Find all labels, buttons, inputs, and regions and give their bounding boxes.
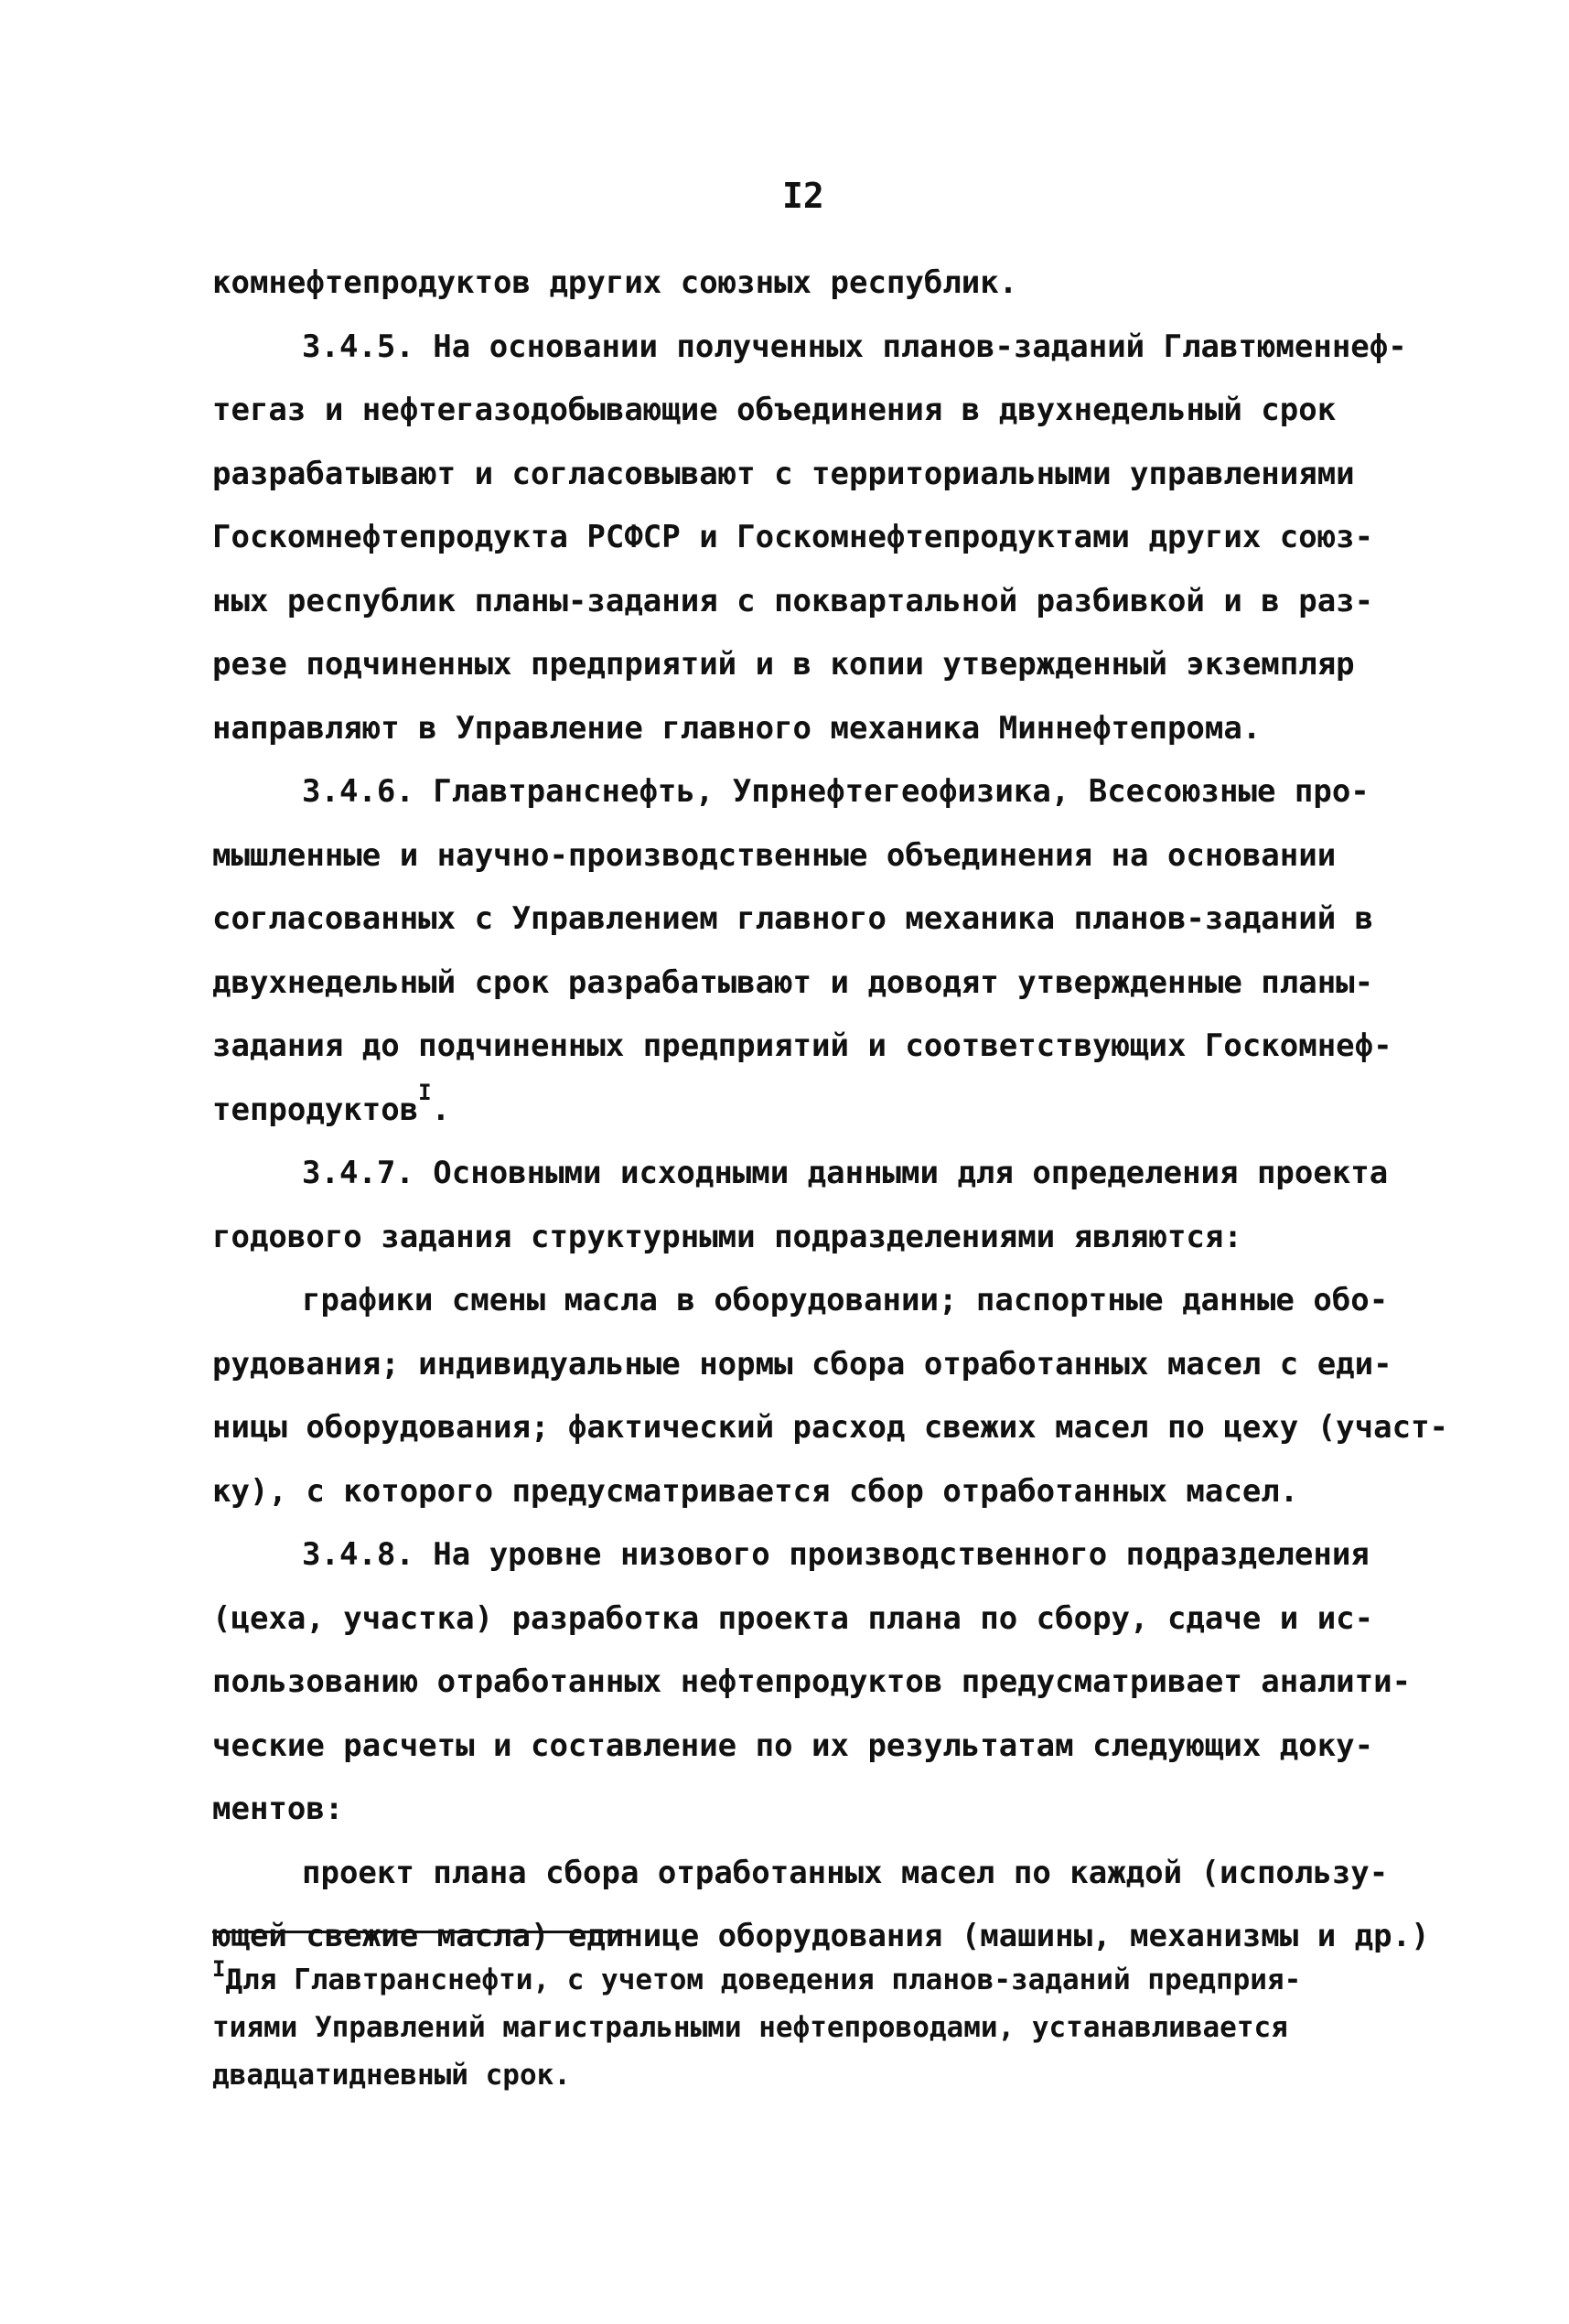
page-number: I2 <box>782 176 824 216</box>
text-line: задания до подчиненных предприятий и соответствующих Госкомнеф- <box>212 1028 1392 1064</box>
text-line: мышленные и научно-производственные объединения на основании <box>212 836 1337 874</box>
body-text <box>212 252 1449 1969</box>
footnote-text: Для Главтранснефти, с учетом доведения планов-заданий предприя- <box>225 1964 1302 1996</box>
footnote-line: двадцатидневный срок. <box>212 2059 571 2092</box>
text-line: комнефтепродуктов других союзных республик. <box>212 264 1018 301</box>
text-line: согласованных с Управлением главного механика планов-заданий в <box>212 900 1374 937</box>
footnote-separator <box>212 1931 629 1933</box>
footnote-reference: I <box>418 1079 432 1105</box>
paragraph-3-4-7-start: 3.4.7. Основными исходными данными для определения проекта <box>302 1155 1389 1191</box>
footnote <box>212 1956 1429 2099</box>
list-paragraph-start: проект плана сбора отработанных масел по каждой (использу- <box>302 1854 1389 1891</box>
text-line: направляют в Управление главного механика Миннефтепрома. <box>212 709 1262 747</box>
text-fragment: тепродуктов <box>212 1091 419 1128</box>
text-line-with-footnote-ref <box>212 1079 1420 1143</box>
period: . <box>431 1091 451 1128</box>
text-line: годового задания структурными подразделениями являются: <box>212 1218 1242 1255</box>
footnote-marker: I <box>212 1956 226 1982</box>
text-line: ческие расчеты и составление по их результатам следующих доку- <box>212 1727 1374 1764</box>
text-line: ницы оборудования; фактический расход свежих масел по цеху (участ- <box>212 1409 1449 1446</box>
text-line: двухнедельный срок разрабатывают и доводят утвержденные планы- <box>212 963 1374 1001</box>
text-line: ющей свежие масла) единице оборудования (машины, механизмы и др.) <box>212 1918 1430 1954</box>
text-line: ных республик планы-задания с поквартальной разбивкой и в раз- <box>212 582 1374 619</box>
paragraph-3-4-8-start: 3.4.8. На уровне низового производственного подразделения <box>302 1536 1370 1573</box>
text-line: Госкомнефтепродукта РСФСР и Госкомнефтепродуктами других союз- <box>212 519 1374 555</box>
text-line: ку), с которого предусматривается сбор отработанных масел. <box>212 1472 1299 1510</box>
text-line: резе подчиненных предприятий и в копии утвержденный экземпляр <box>212 646 1355 683</box>
text-line: рудования; индивидуальные нормы сбора отработанных масел с еди- <box>212 1345 1392 1383</box>
text-line: пользованию отработанных нефтепродуктов предусматривает аналити- <box>212 1663 1412 1700</box>
text-line: тегаз и нефтегазодобывающие объединения в двухнедельный срок <box>212 392 1337 428</box>
footnote-line: тиями Управлений магистральными нефтепроводами, устанавливается <box>212 2011 1288 2044</box>
text-line: ментов: <box>212 1791 344 1827</box>
footnote-line <box>212 1956 1429 2004</box>
paragraph-3-4-6-start: 3.4.6. Главтранснефть, Упрнефтегеофизика, Всесоюзные про- <box>302 773 1370 810</box>
paragraph-3-4-5-start: 3.4.5. На основании полученных планов-заданий Главтюменнеф- <box>302 328 1407 365</box>
text-line: (цеха, участка) разработка проекта плана по сбору, сдаче и ис- <box>212 1599 1374 1637</box>
list-paragraph-start: графики смены масла в оборудовании; паспортные данные обо- <box>302 1282 1389 1318</box>
text-line: разрабатывают и согласовывают с территориальными управлениями <box>212 455 1355 492</box>
